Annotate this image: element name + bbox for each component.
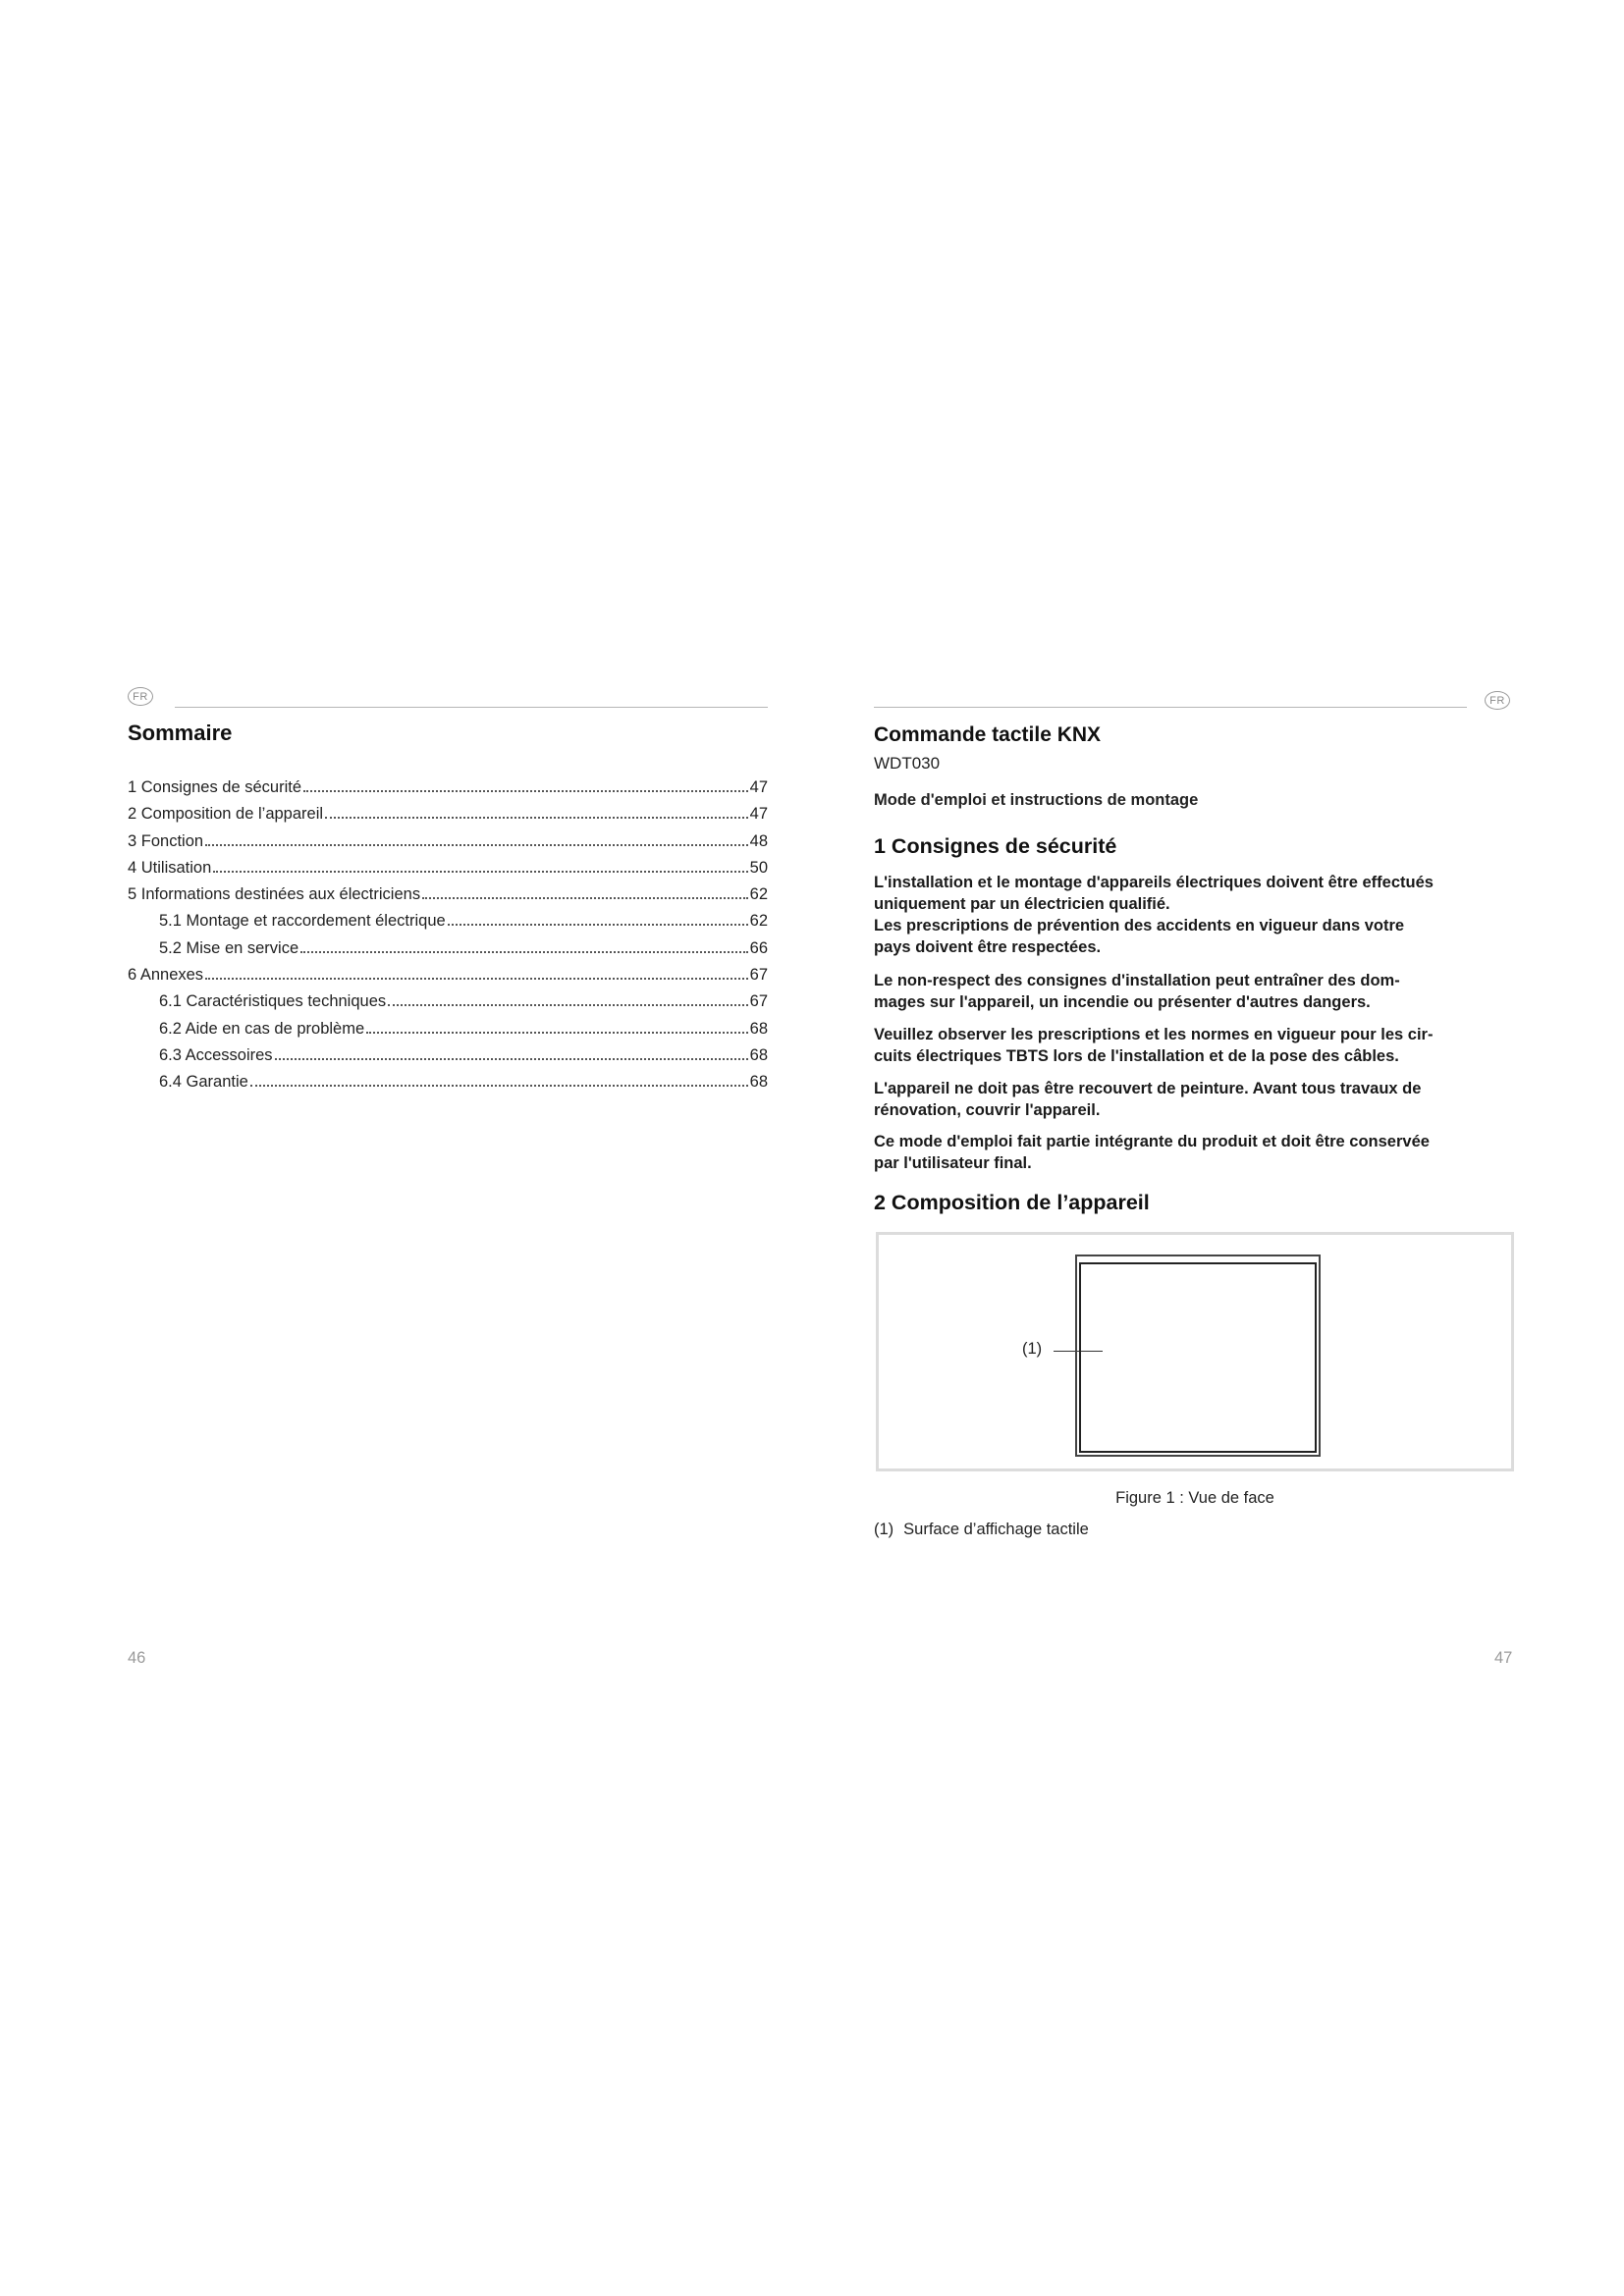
toc-leader-dots [366, 1032, 747, 1034]
language-badge-left: FR [128, 687, 153, 706]
device-figure [876, 1232, 1514, 1471]
safety-text: Le non-respect des consignes d'installation peut entraîner des dom- mages sur l'appareil, un incendie ou présenter d'autres dangers. [874, 972, 1400, 1011]
toc-leader-dots [448, 924, 748, 926]
toc-entry-page: 68 [749, 1019, 768, 1038]
toc-entry[interactable] [128, 939, 768, 966]
toc-entry[interactable] [128, 912, 768, 938]
toc-entry-page: 66 [749, 938, 768, 957]
toc-entry-page: 50 [749, 858, 768, 877]
document-subtitle: Mode d'emploi et instructions de montage [874, 791, 1199, 809]
toc-entry-label: 5 Informations destinées aux électriciens [128, 885, 421, 904]
toc-entry-page: 67 [749, 966, 768, 985]
toc-entry-label: 6.3 Accessoires [159, 1045, 273, 1064]
toc-entry[interactable] [128, 832, 768, 859]
toc-entry-page: 68 [749, 1045, 768, 1064]
safety-paragraph [874, 872, 1514, 958]
toc-entry[interactable] [128, 966, 768, 992]
toc-leader-dots [300, 951, 747, 953]
toc-entry-label: 6.2 Aide en cas de problème [159, 1019, 365, 1038]
model-number: WDT030 [874, 754, 941, 773]
toc-leader-dots [213, 871, 747, 873]
toc-entry[interactable] [128, 859, 768, 885]
toc-entry-label: 1 Consignes de sécurité [128, 778, 302, 796]
toc-leader-dots [250, 1085, 748, 1087]
page-number-left: 46 [128, 1649, 146, 1667]
toc-entry-label: 5.2 Mise en service [159, 938, 299, 957]
toc-entry-label: 6.1 Caractéristiques techniques [159, 992, 387, 1011]
toc-leader-dots [388, 1004, 748, 1006]
toc-entry[interactable] [128, 885, 768, 912]
safety-paragraph [874, 970, 1514, 1013]
figure-caption: Figure 1 : Vue de face [1115, 1489, 1274, 1507]
figure-callout-label: (1) [1022, 1340, 1043, 1358]
safety-text: L'installation et le montage d'appareils électriques doivent être effectués uniquement par un électricien qualifié. Les prescriptions de prévention des accidents en vigueur dans votre pays doivent être respectées. [874, 874, 1434, 956]
toc-entry[interactable] [128, 1073, 768, 1099]
header-rule-left [175, 707, 768, 708]
toc-entry[interactable] [128, 805, 768, 831]
safety-text: Ce mode d'emploi fait partie intégrante du produit et doit être conservée par l'utilisateur final. [874, 1133, 1430, 1172]
toc-entry-page: 68 [749, 1073, 768, 1092]
toc-leader-dots [303, 790, 748, 792]
toc-leader-dots [325, 817, 748, 819]
toc-entry-label: 2 Composition de l’appareil [128, 805, 324, 824]
header-rule-right [874, 707, 1467, 708]
language-badge-right: FR [1485, 691, 1510, 710]
toc-leader-dots [422, 897, 748, 899]
toc-entry-label: 3 Fonction [128, 831, 204, 850]
toc-entry-page: 48 [749, 831, 768, 850]
toc-entry-page: 62 [749, 912, 768, 931]
toc-entry-label: 6.4 Garantie [159, 1073, 248, 1092]
legend-text: Surface d’affichage tactile [903, 1521, 1089, 1538]
toc-entry-label: 6 Annexes [128, 966, 204, 985]
safety-paragraph [874, 1078, 1514, 1121]
toc-entry-page: 67 [749, 992, 768, 1011]
safety-paragraph [874, 1024, 1514, 1067]
safety-text: L'appareil ne doit pas être recouvert de peinture. Avant tous travaux de rénovation, couvrir l'appareil. [874, 1080, 1422, 1119]
toc-entry[interactable] [128, 992, 768, 1019]
safety-text: Veuillez observer les prescriptions et les normes en vigueur pour les cir- cuits électriques TBTS lors de l'installation et de la pose des câbles. [874, 1026, 1434, 1065]
toc-leader-dots [275, 1058, 748, 1060]
toc-entry[interactable] [128, 778, 768, 805]
toc-title: Sommaire [128, 721, 233, 745]
toc-entry-page: 47 [749, 805, 768, 824]
section-heading-composition: 2 Composition de l’appareil [874, 1191, 1150, 1214]
toc-entry-label: 5.1 Montage et raccordement électrique [159, 912, 446, 931]
touch-display-surface [1079, 1262, 1317, 1453]
toc-entry-page: 62 [749, 885, 768, 904]
toc-entry[interactable] [128, 1046, 768, 1073]
safety-paragraph [874, 1131, 1514, 1174]
toc-entry[interactable] [128, 1020, 768, 1046]
section-heading-safety: 1 Consignes de sécurité [874, 834, 1117, 858]
product-title: Commande tactile KNX [874, 723, 1102, 746]
toc-entry-label: 4 Utilisation [128, 858, 212, 877]
toc-leader-dots [205, 844, 748, 846]
figure-legend [874, 1521, 1089, 1539]
toc-entry-page: 47 [749, 778, 768, 796]
table-of-contents [128, 778, 768, 1100]
device-front-outline [1075, 1255, 1321, 1457]
page-number-right: 47 [1494, 1649, 1513, 1667]
legend-number: (1) [874, 1521, 894, 1538]
toc-leader-dots [205, 978, 748, 980]
